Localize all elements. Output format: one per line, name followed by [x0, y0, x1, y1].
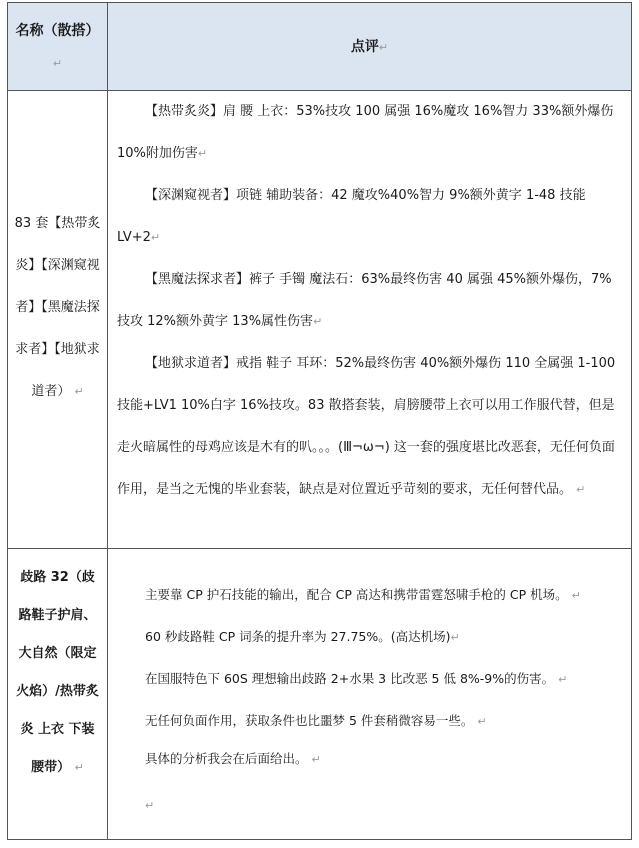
row2-paragraph: 60 秒歧路鞋 CP 词条的提升率为 27.75%。(高达机场)↵ [145, 629, 460, 644]
header-cell-name [8, 3, 108, 91]
row1-name-cell [8, 91, 108, 549]
row1-review-cell [108, 91, 631, 549]
row2-paragraph: 在国服特色下 60S 理想输出歧路 2+水果 3 比改恶 5 低 8%-9%的伤害。 ↵ [145, 671, 568, 686]
row2-name: 歧路 32（歧路鞋子护肩、大自然（限定火焰）/热带炙炎 上衣 下装 腰带） ↵ [16, 570, 99, 775]
row2-paragraph: 具体的分析我会在后面给出。 ↵ [145, 751, 321, 766]
review-table [7, 2, 632, 840]
row2-name-cell [8, 549, 108, 839]
row1-paragraph: 【深渊窥视者】项链 辅助装备：42 魔攻%40%智力 9%额外黄字 1-48 技能 LV+2↵ [117, 188, 586, 245]
row1-paragraph: 【地狱求道者】戒指 鞋子 耳环：52%最终伤害 40%额外爆伤 110 全属强 1-100 技能+LV1 10%白字 16%技攻。83 散搭套装，肩膀腰带上衣可以用工作服代替，但是走火暗属性的母鸡应该是木有的叭。。。(Ⅲ¬ω¬) 这一套的强度堪比改恶套，无任何负面作用，是当之无愧的毕业套装，缺点是对位置近乎苛刻的要求，无任何替代品。 ↵ [117, 356, 616, 497]
row2-paragraph: 主要靠 CP 护石技能的输出，配合 CP 高达和携带雷霆怒啸手枪的 CP 机场。 ↵ [145, 587, 581, 602]
row2-review-cell [108, 549, 631, 839]
header-cell-review [108, 3, 631, 91]
row2-paragraph: 无任何负面作用，获取条件也比噩梦 5 件套稍微容易一些。 ↵ [145, 713, 487, 728]
row1-paragraph: 【热带炙炎】肩 腰 上衣：53%技攻 100 属强 16%魔攻 16%智力 33%额外爆伤 10%附加伤害↵ [117, 104, 614, 161]
row1-paragraph: 【黑魔法探求者】裤子 手镯 魔法石：63%最终伤害 40 属强 45%额外爆伤，7%技攻 12%额外黄字 13%属性伤害↵ [117, 272, 612, 329]
header-review: 点评↵ [350, 39, 389, 55]
empty-paragraph-mark: ↵ [145, 799, 155, 812]
header-name: 名称（散搭） ↵ [15, 23, 100, 70]
row1-name: 83 套【热带炙炎】【深渊窥视者】【黑魔法探求者】【地狱求道者） ↵ [14, 216, 101, 399]
